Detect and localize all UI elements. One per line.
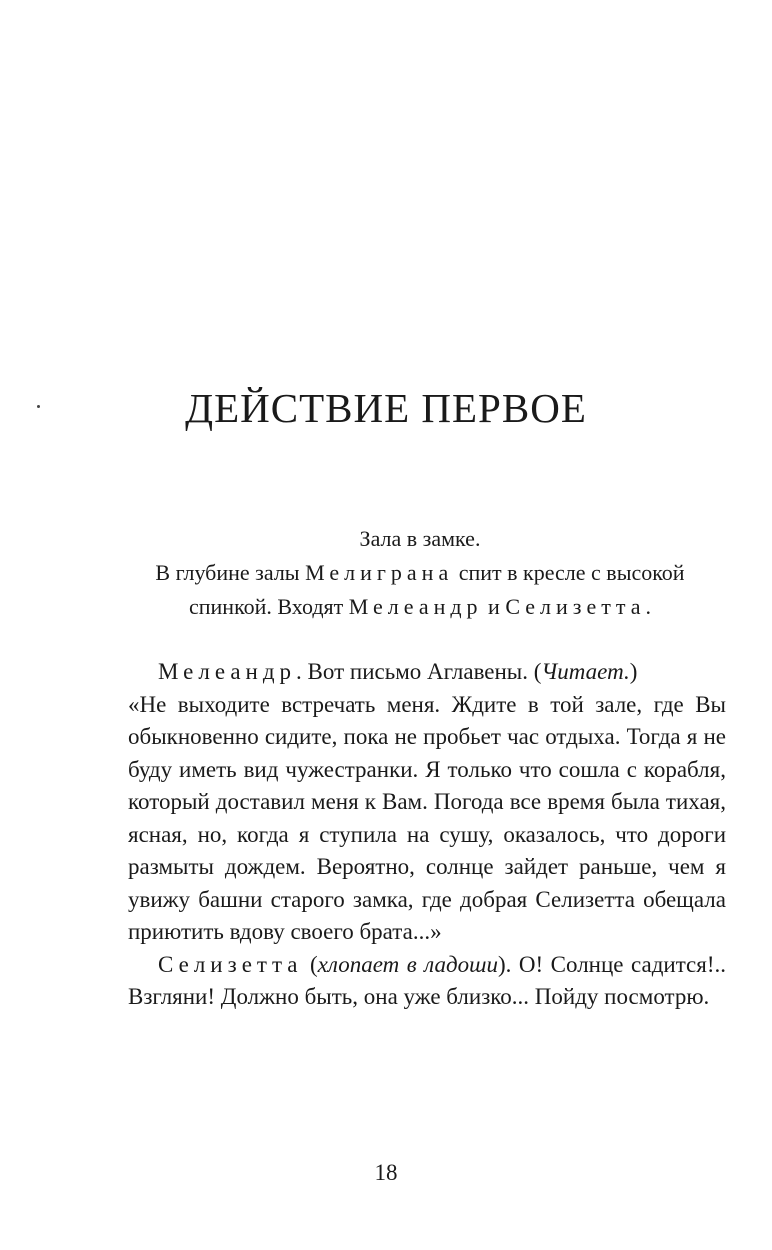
- speaker-name: Селизетта: [158, 951, 303, 977]
- stage-remark: хлопает в ладоши: [317, 951, 498, 977]
- stage-direction-fragment: и: [482, 594, 506, 619]
- character-name-meleander: Мелеандр: [348, 594, 483, 619]
- dialogue-fragment: . Вот письмо Аглавены. (: [296, 659, 542, 684]
- page-number: 18: [374, 1160, 398, 1185]
- dialogue-paragraph: [128, 656, 726, 689]
- play-text: [128, 656, 726, 1014]
- speaker-name: Мелеандр: [158, 659, 297, 684]
- stage-direction: [120, 522, 720, 624]
- dialogue-fragment: (: [302, 951, 318, 977]
- act-title: ДЕЙСТВИЕ ПЕРВОЕ: [185, 385, 587, 431]
- stage-direction-fragment: В глубине залы: [155, 560, 306, 585]
- stage-direction-line: Зала в замке.: [359, 526, 481, 551]
- dialogue-fragment: ): [629, 659, 638, 684]
- stage-direction-text: [120, 556, 720, 624]
- dialogue-paragraph: [128, 949, 726, 1014]
- dialogue-fragment: ). О! Солнце садится!.. Взгляни! Должно быть, она уже близко... Пойду посмотрю.: [128, 951, 726, 1009]
- character-name-meligrana: Мелиграна: [305, 560, 454, 585]
- character-name-selizetta: Селизетта: [505, 594, 646, 619]
- stage-direction-fragment: .: [645, 594, 652, 619]
- stage-direction-fragment: спит в кресле с высокой спинкой. Входят: [188, 560, 685, 619]
- stage-remark: Читает.: [541, 659, 630, 684]
- letter-text: «Не выходите встречать меня. Ждите в той зале, где Вы обыкновенно сидите, пока не пробьет час отдыха. Тогда я не буду иметь вид чужестранки. Я только что сошла с корабля, который доставил меня к Вам. Погода все время была тихая, ясная, но, когда я ступила на сушу, оказалось, что дороги размыты дождем. Вероятно, солнце зайдет раньше, чем я увижу башни старого замка, где добрая Селизетта обещала приютить вдову своего брата...»: [128, 691, 726, 944]
